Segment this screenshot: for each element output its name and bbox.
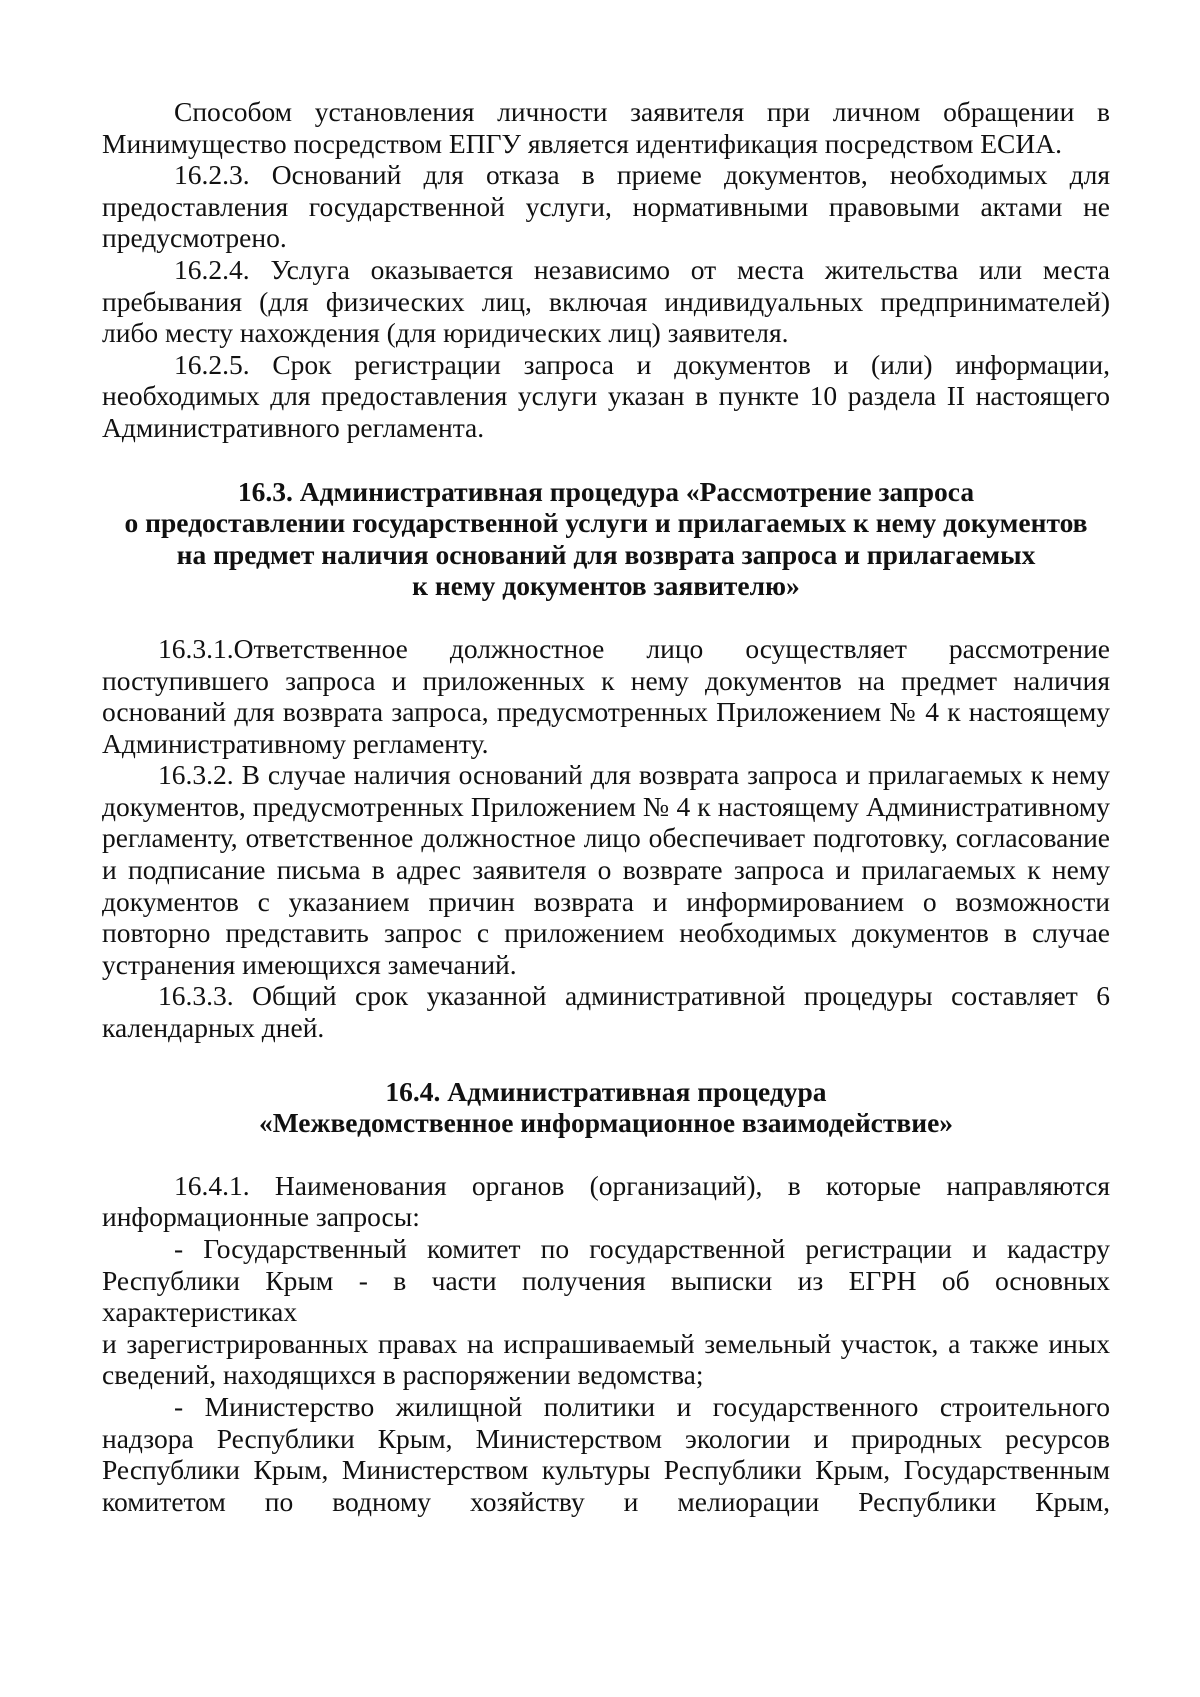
paragraph-16-2-4: 16.2.4. Услуга оказывается независимо от места жительства или места пребывания (для физических лиц, включая индивидуальных предпринимателей) либо месту нахождения (для юридических лиц) заявителя.	[102, 253, 1110, 349]
section-heading-16-3	[102, 476, 1110, 602]
paragraph-16-3-1: 16.3.1.Ответственное должностное лицо осуществляет рассмотрение поступившего запроса и приложенных к нему документов на предмет наличия оснований для возврата запроса, предусмотренных Приложением № 4 к настоящему Административному регламенту.	[102, 632, 1110, 759]
heading-16-3-line-1: 16.3. Административная процедура «Рассмотрение запроса	[237, 475, 975, 507]
paragraph-16-3-3: 16.3.3. Общий срок указанной административной процедуры составляет 6 календарных дней.	[102, 980, 1110, 1044]
paragraph-16-4-1: 16.4.1. Наименования органов (организаций), в которые направляются информационные запросы:	[102, 1169, 1110, 1233]
heading-16-3-line-4: к нему документов заявителю»	[412, 570, 800, 602]
heading-16-4-line-1: 16.4. Административная процедура	[385, 1075, 827, 1107]
paragraph-identification: Способом установления личности заявителя при личном обращении в Минимущество посредством ЕПГУ является идентификация посредством ЕСИА.	[102, 96, 1110, 159]
paragraph-16-2-5: 16.2.5. Срок регистрации запроса и документов и (или) информации, необходимых для предоставления услуги указан в пункте 10 раздела II настоящего Административного регламента.	[102, 348, 1110, 443]
paragraph-gos-komitet-continued: и зарегистрированных правах на испрашиваемый земельный участок, а также иных сведений, находящихся в распоряжении ведомства;	[102, 1327, 1110, 1391]
heading-16-3-line-3: на предмет наличия оснований для возврата запроса и прилагаемых	[176, 538, 1036, 570]
section-heading-16-4	[102, 1076, 1110, 1139]
paragraph-gos-komitet: - Государственный комитет по государственной регистрации и кадастру Республики Крым - в части получения выписки из ЕГРН об основных характеристиках	[102, 1233, 1110, 1328]
document-page	[102, 96, 1110, 1517]
heading-16-3-line-2: о предоставлении государственной услуги и прилагаемых к нему документов	[124, 507, 1088, 539]
heading-16-4-line-2: «Межведомственное информационное взаимодействие»	[258, 1107, 954, 1139]
paragraph-ministries: - Министерство жилищной политики и государственного строительного надзора Республики Крым, Министерством экологии и природных ресурсов Республики Крым, Министерством культуры Республики Крым, Государственным комитетом по водному хозяйству и мелиорации Республики Крым,	[102, 1390, 1110, 1517]
paragraph-16-2-3: 16.2.3. Оснований для отказа в приеме документов, необходимых для предоставления государственной услуги, нормативными правовыми актами не предусмотрено.	[102, 159, 1110, 254]
paragraph-16-3-2: 16.3.2. В случае наличия оснований для возврата запроса и прилагаемых к нему документов, предусмотренных Приложением № 4 к настоящему Административному регламенту, ответственное должностное лицо обеспечивает подготовку, согласование и подписание письма в адрес заявителя о возврате запроса и прилагаемых к нему документов с указанием причин возврата и информированием о возможности повторно представить запрос с приложением необходимых документов в случае устранения имеющихся замечаний.	[102, 759, 1110, 980]
